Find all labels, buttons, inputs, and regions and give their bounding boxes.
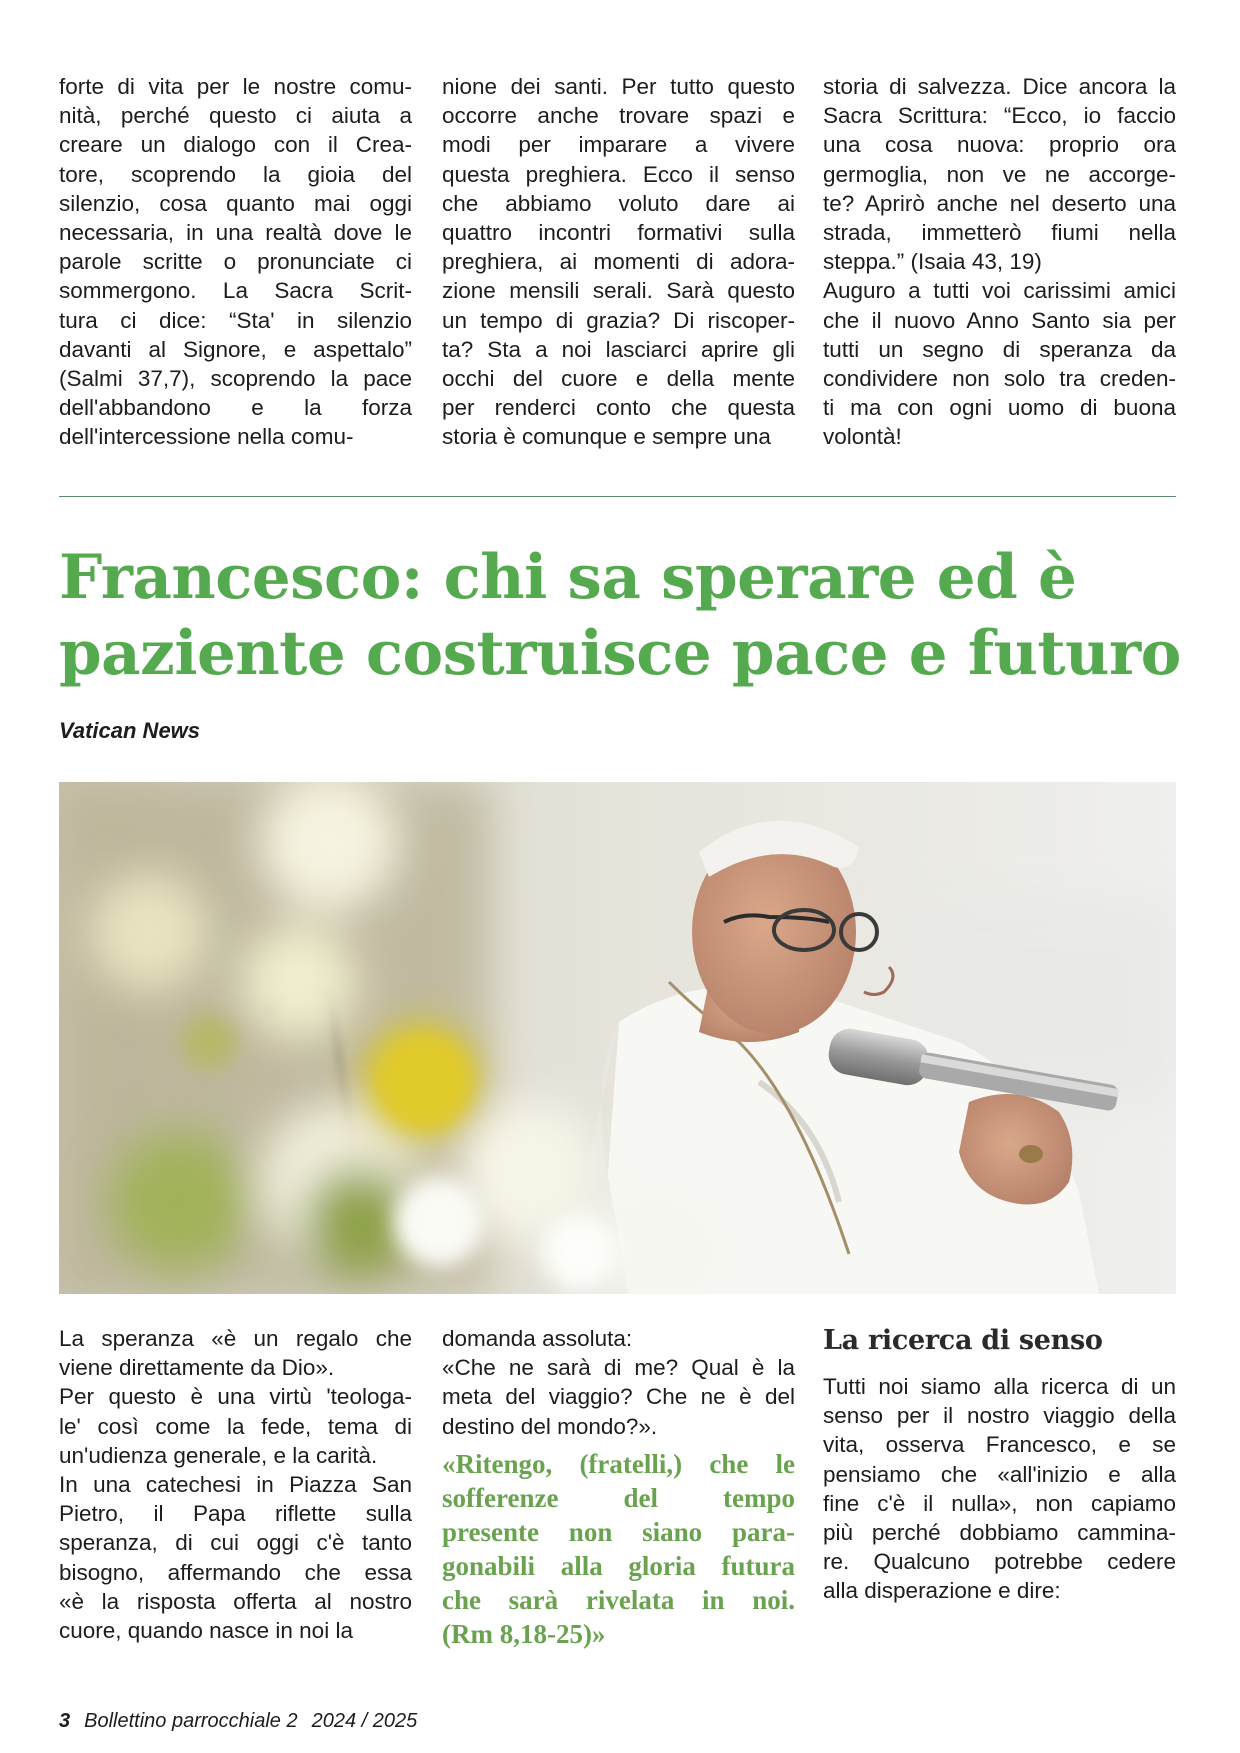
text-line: tore, scoprendo la gioia del <box>59 161 412 187</box>
text-line: sofferenze del tempo <box>442 1482 795 1513</box>
text-line: germoglia, non ve ne accorge- <box>823 161 1176 187</box>
page-number: 3 <box>59 1710 71 1732</box>
text-line: un'udienza generale, e la carità. <box>59 1442 378 1468</box>
text-line: Tutti noi siamo alla ricerca di un <box>823 1374 1176 1399</box>
text-line: viene direttamente da Dio». <box>59 1355 335 1381</box>
text-line: questa preghiera. Ecco il senso <box>442 161 795 187</box>
text-line: zione mensili serali. Sarà questo <box>442 278 795 304</box>
top-column-2 <box>442 72 795 452</box>
text-line: (Rm 8,18-25)» <box>442 1618 606 1649</box>
text-line: La speranza «è un regalo che <box>59 1326 412 1351</box>
text-line: Auguro a tutti voi carissimi amici <box>823 278 1176 304</box>
text-line: alla disperazione e dire: <box>823 1578 1061 1604</box>
page-footer <box>59 1710 417 1733</box>
text-line: domanda assoluta: <box>442 1326 633 1351</box>
text-line: gonabili alla gloria futura <box>442 1550 795 1581</box>
text-line: pensiamo che «all'inizio e alla <box>823 1461 1176 1487</box>
text-line: speranza, di cui oggi c'è tanto <box>59 1530 412 1556</box>
text-line: davanti al Signore, e aspettalo” <box>59 336 412 362</box>
top-column-3 <box>823 72 1176 452</box>
top-column-1 <box>59 72 412 452</box>
text-line: te? Aprirò anche nel deserto una <box>823 190 1176 216</box>
text-line: occhi del cuore e della mente <box>442 366 795 392</box>
lower-column-3-text <box>823 1372 1176 1606</box>
text-line: «Ritengo, (fratelli,) che le <box>442 1448 795 1479</box>
text-line: ta? Sta a noi lasciarci aprire gli <box>442 336 795 362</box>
text-line: storia di salvezza. Dice ancora la <box>823 74 1176 99</box>
lower-column-2-text <box>442 1324 795 1441</box>
text-line: fine c'è il nulla», non capiamo <box>823 1490 1176 1516</box>
text-line: «Che ne sarà di me? Qual è la <box>442 1355 795 1381</box>
text-line: parole scritte o pronunciate ci <box>59 249 412 275</box>
text-line: condividere non solo tra creden- <box>823 366 1176 392</box>
text-line: tutti un segno di speranza da <box>823 336 1176 362</box>
article-photo <box>59 782 1176 1294</box>
text-line: «è la risposta offerta al nostro <box>59 1588 412 1614</box>
lower-column-3 <box>823 1324 1176 1606</box>
lower-column-2 <box>442 1324 795 1651</box>
text-line: nità, perché questo ci aiuta a <box>59 103 412 129</box>
text-line: steppa.” (Isaia 43, 19) <box>823 249 1042 275</box>
text-line: sommergono. La Sacra Scrit- <box>59 278 412 304</box>
text-line: un tempo di grazia? Di riscoper- <box>442 307 795 333</box>
text-line: (Salmi 37,7), scoprendo la pace <box>59 366 412 392</box>
text-line: più perché dobbiamo cammina- <box>823 1520 1176 1546</box>
text-line: senso per il nostro viaggio della <box>823 1403 1176 1429</box>
text-line: tura ci dice: “Sta' in silenzio <box>59 307 412 333</box>
text-line: bisogno, affermando che essa <box>59 1559 412 1585</box>
text-line: vita, osserva Francesco, e se <box>823 1432 1176 1458</box>
text-line: meta del viaggio? Che ne è del <box>442 1384 795 1410</box>
text-line: re. Qualcuno potrebbe cedere <box>823 1549 1176 1575</box>
lower-column-1 <box>59 1324 412 1645</box>
text-line: strada, immetterò fiumi nella <box>823 220 1176 246</box>
text-line: preghiera, ai momenti di adora- <box>442 249 795 275</box>
text-line: che il nuovo Anno Santo sia per <box>823 307 1176 333</box>
text-line: che abbiamo voluto dare ai <box>442 190 795 216</box>
text-line: che sarà rivelata in noi. <box>442 1584 795 1615</box>
text-line: nione dei santi. Per tutto questo <box>442 74 795 99</box>
text-line: per renderci conto che questa <box>442 395 795 421</box>
text-line: cuore, quando nasce in noi la <box>59 1618 353 1644</box>
text-line: Pietro, il Papa riflette sulla <box>59 1501 412 1527</box>
text-line: necessaria, in una realtà dove le <box>59 220 412 246</box>
text-line: modi per imparare a vivere <box>442 132 795 158</box>
text-line: volontà! <box>823 424 902 450</box>
text-line: Sacra Scrittura: “Ecco, io faccio <box>823 103 1176 129</box>
text-line: dell'abbandono e la forza <box>59 395 412 421</box>
text-line: forte di vita per le nostre comu- <box>59 74 412 99</box>
article-byline: Vatican News <box>59 718 201 743</box>
scripture-quote <box>442 1447 795 1651</box>
text-line: le' così come la fede, tema di <box>59 1413 412 1439</box>
publication-name: Bollettino parrocchiale 2 <box>84 1710 298 1732</box>
text-line: occorre anche trovare spazi e <box>442 103 795 129</box>
text-line: una cosa nuova: proprio ora <box>823 132 1176 158</box>
section-heading: La ricerca di senso <box>823 1325 1103 1356</box>
text-line: ti ma con ogni uomo di buona <box>823 395 1176 421</box>
text-line: presente non siano para- <box>442 1516 795 1547</box>
text-line: silenzio, cosa quanto mai oggi <box>59 190 412 216</box>
text-line: In una catechesi in Piazza San <box>59 1472 412 1498</box>
article-title: Francesco: chi sa sperare ed è paziente costruisce pace e futuro <box>59 542 1181 689</box>
text-line: destino del mondo?». <box>442 1413 658 1439</box>
text-line: creare un dialogo con il Crea- <box>59 132 412 158</box>
text-line: Per questo è una virtù 'teologa- <box>59 1384 412 1410</box>
section-divider <box>59 496 1176 497</box>
text-line: dell'intercessione nella comu- <box>59 424 354 450</box>
publication-year: 2024 / 2025 <box>311 1710 418 1732</box>
text-line: storia è comunque e sempre una <box>442 424 771 450</box>
text-line: quattro incontri formativi sulla <box>442 220 795 246</box>
